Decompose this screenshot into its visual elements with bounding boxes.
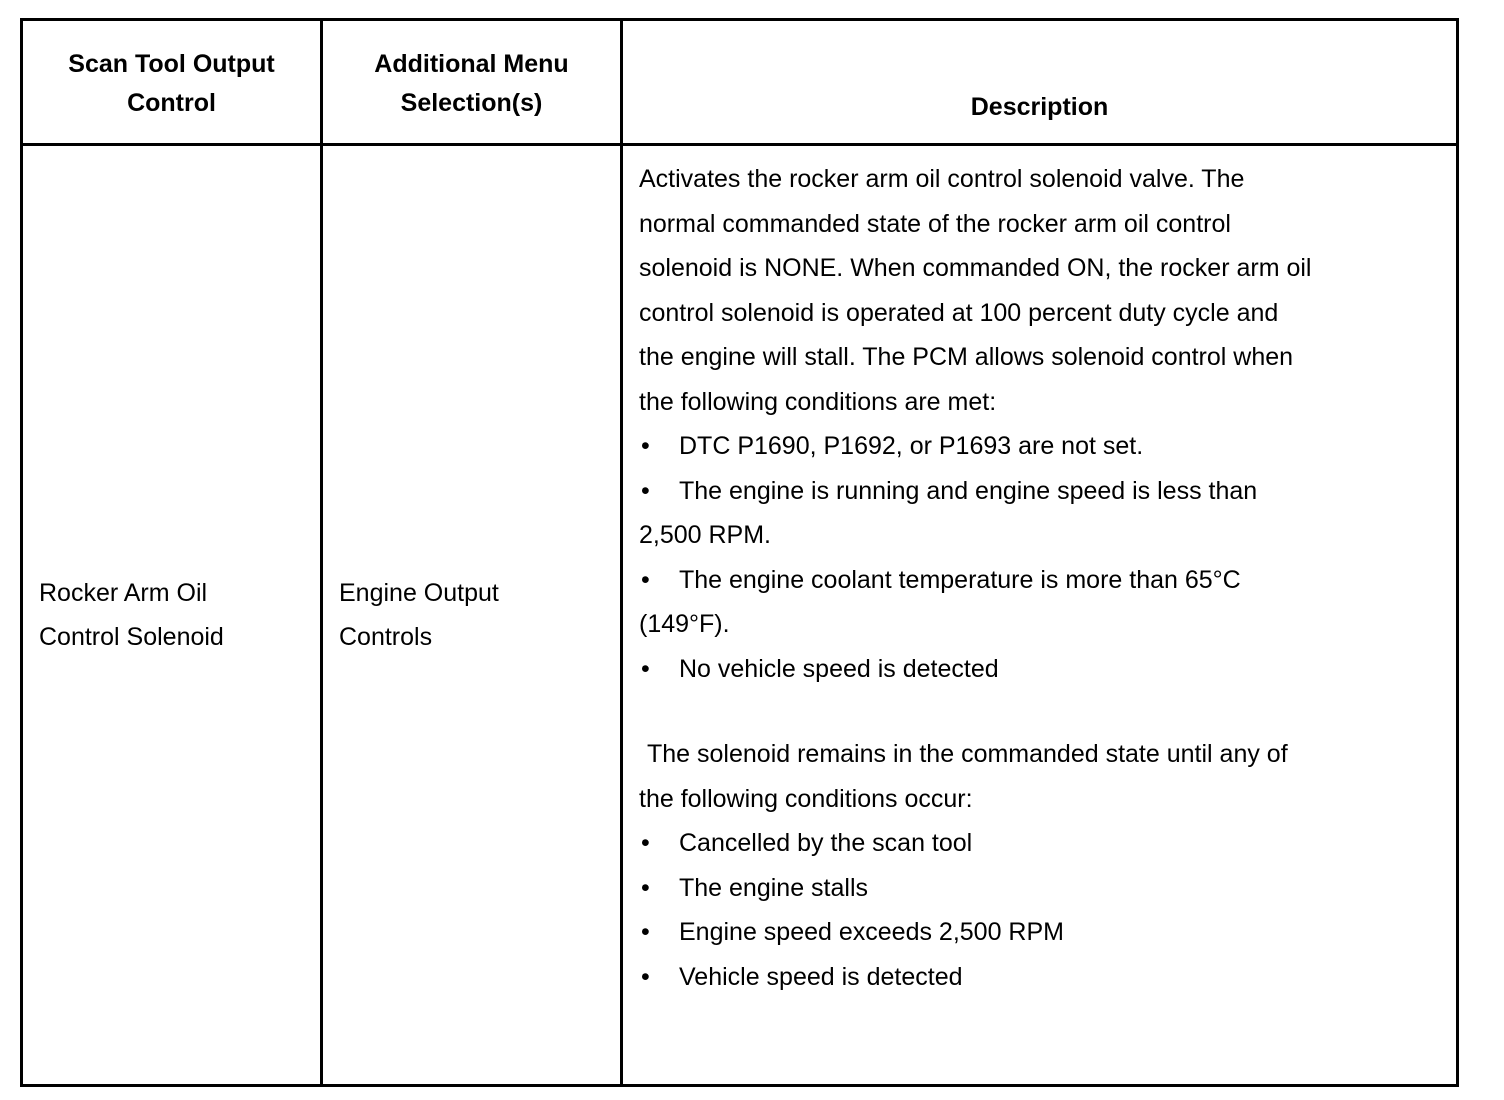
bullet-icon: • xyxy=(641,654,650,683)
condition-continuation: 2,500 RPM. xyxy=(639,521,772,549)
exit-conditions-list xyxy=(639,821,1416,999)
exit-condition-text: Engine speed exceeds 2,500 RPM xyxy=(679,918,1064,946)
bullet-icon: • xyxy=(641,918,650,946)
list-item xyxy=(639,866,1416,911)
condition-text: The engine coolant temperature is more than 65°C xyxy=(679,565,1241,594)
bullet-icon: • xyxy=(641,476,650,505)
cell-output-control xyxy=(22,145,322,1086)
cell-menu-selection xyxy=(322,145,622,1086)
bullet-icon: • xyxy=(641,565,650,594)
header-col2-line1: Additional Menu xyxy=(374,50,569,78)
output-control-line1: Rocker Arm Oil xyxy=(39,578,208,607)
intro-line: solenoid is NONE. When commanded ON, the rocker arm oil xyxy=(639,254,1312,282)
list-item xyxy=(639,955,1416,1000)
exit-condition-text: Vehicle speed is detected xyxy=(679,962,963,991)
output-control-table xyxy=(20,18,1459,1087)
list-item xyxy=(639,469,1416,514)
table-header-row xyxy=(22,20,1458,145)
intro-line: Activates the rocker arm oil control solenoid valve. The xyxy=(639,165,1245,193)
exit-condition-text: The engine stalls xyxy=(679,873,869,902)
bullet-icon: • xyxy=(641,829,650,857)
condition-text: DTC P1690, P1692, or P1693 are not set. xyxy=(679,432,1144,460)
bullet-icon: • xyxy=(641,432,650,460)
list-item xyxy=(639,558,1416,603)
header-description xyxy=(622,20,1458,145)
description-intro xyxy=(639,157,1416,424)
intro-line: normal commanded state of the rocker arm oil control xyxy=(639,209,1231,238)
cell-description xyxy=(622,145,1458,1086)
condition-text: The engine is running and engine speed is less than xyxy=(679,476,1258,505)
intro-line: the following conditions are met: xyxy=(639,387,997,416)
header-scan-tool-output-control xyxy=(22,20,322,145)
exit-condition-text: Cancelled by the scan tool xyxy=(679,829,973,857)
intro-line: control solenoid is operated at 100 percent duty cycle and xyxy=(639,298,1279,327)
list-item xyxy=(639,424,1416,469)
remains-line: the following conditions occur: xyxy=(639,784,973,813)
output-control-line2: Control Solenoid xyxy=(39,623,224,651)
condition-text: No vehicle speed is detected xyxy=(679,654,999,683)
intro-line: the engine will stall. The PCM allows solenoid control when xyxy=(639,343,1294,371)
header-col2-line2: Selection(s) xyxy=(400,89,543,117)
remains-line: The solenoid remains in the commanded state until any of xyxy=(647,740,1288,768)
menu-selection-line1: Engine Output xyxy=(339,578,499,607)
list-item xyxy=(639,647,1416,692)
header-col1-line1: Scan Tool Output xyxy=(68,50,275,78)
table-row xyxy=(22,145,1458,1086)
header-col3: Description xyxy=(970,93,1109,121)
header-col1-line2: Control xyxy=(127,89,216,117)
paragraph-spacer xyxy=(639,691,1416,732)
enable-conditions-list xyxy=(639,424,1416,691)
condition-continuation: (149°F). xyxy=(639,610,730,638)
description-remains xyxy=(639,732,1416,821)
header-additional-menu-selections xyxy=(322,20,622,145)
bullet-icon: • xyxy=(641,962,650,991)
bullet-icon: • xyxy=(641,873,650,902)
menu-selection-line2: Controls xyxy=(339,623,433,651)
list-item xyxy=(639,910,1416,955)
list-item xyxy=(639,821,1416,866)
